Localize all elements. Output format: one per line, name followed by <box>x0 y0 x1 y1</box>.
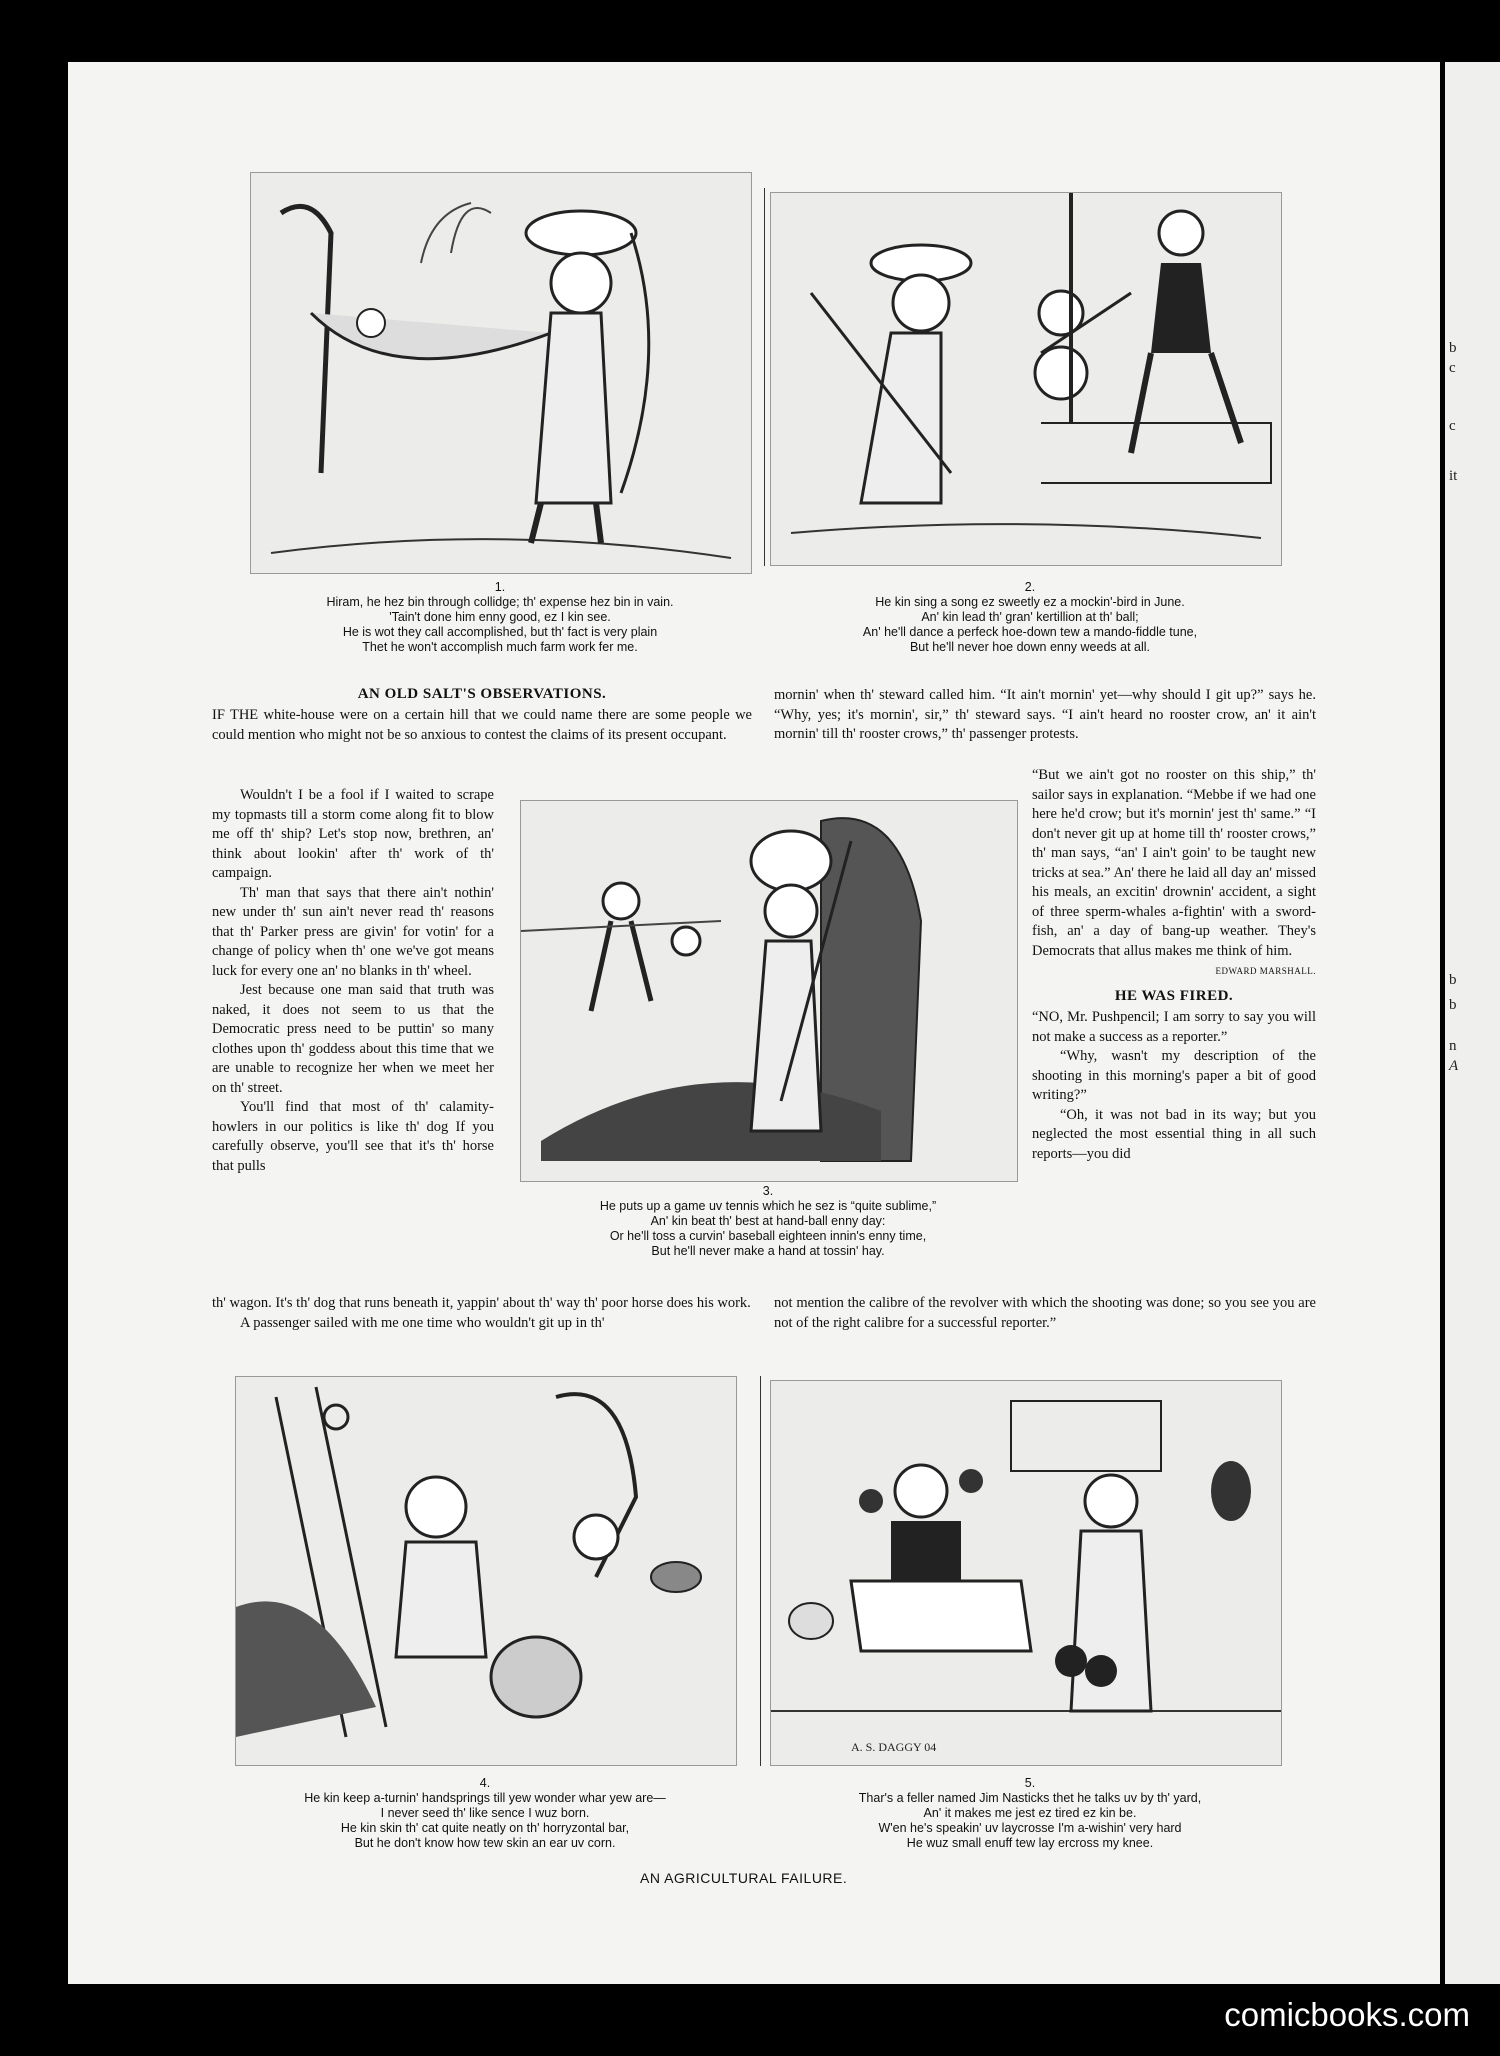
caption-2 <box>780 580 1280 655</box>
fragment: b <box>1449 997 1457 1013</box>
fired-column <box>1032 1008 1316 1164</box>
caption-line: He kin skin th' cat quite neatly on th' horryzontal bar, <box>340 1821 630 1835</box>
paragraph: “But we ain't got no rooster on this ship,” th' sailor says in explanation. “Mebbe if we had one here he'd crow; but it's mornin' jest th' same.” “I don't never git up at home till th' rooster crows,” th' man says, “an' I ain't goin' to be taught new tricks at sea.” An' there he laid all day an' missed his meals, an excitin' drownin' accident, a sight of three sperm-whales a-fightin' with a sword-fish, an' a day of bang-up weather. They's Democrats that allus makes me think of him. <box>1032 767 1316 959</box>
caption-line: Thet he won't accomplish much farm work fer me. <box>362 640 638 654</box>
dumbbell-gym-drawing <box>771 1381 1281 1765</box>
paragraph: “Why, wasn't my description of the shooting in this morning's paper a bit of good writing?” <box>1032 1048 1316 1103</box>
caption-line: I never seed th' like sence I wuz born. <box>380 1806 590 1820</box>
adjacent-page-strip <box>1445 62 1500 1984</box>
article-title-old-salt: AN OLD SALT'S OBSERVATIONS. <box>357 686 607 702</box>
caption-line: Hiram, he hez bin through collidge; th' expense hez bin in vain. <box>326 595 674 609</box>
fragment: c <box>1449 360 1456 376</box>
paragraph: not mention the calibre of the revolver with which the shooting was done; so you see you are not of the right calibre for a successful reporter.” <box>774 1295 1316 1331</box>
caption-5 <box>780 1776 1280 1851</box>
article-right-column <box>1032 766 1316 982</box>
caption-number: 5. <box>1024 1776 1036 1790</box>
fragment: c <box>1449 418 1456 434</box>
caption-line: An' he'll dance a perfeck hoe-down tew a mando-fiddle tune, <box>862 625 1198 639</box>
paragraph: Th' man that says that there ain't nothin' new under th' sun ain't never read th' reasons that th' Parker press are givin' for votin' for a change of policy when th' one we've got means luck for every one an' no blanks in th' wheel. <box>212 884 494 979</box>
caption-line: 'Tain't done him enny good, ez I kin see. <box>389 610 611 624</box>
fragment: it <box>1449 468 1458 484</box>
illustration-panel-2 <box>770 192 1282 566</box>
paragraph: “Oh, it was not bad in its way; but you neglected the most essential thing in all such reports—you did <box>1032 1106 1316 1162</box>
caption-line: He kin sing a song ez sweetly ez a mockin'-bird in June. <box>875 595 1185 609</box>
fragment: A <box>1449 1058 1459 1074</box>
caption-number: 1. <box>494 580 506 594</box>
banjo-singer-drawing <box>771 193 1281 565</box>
caption-number: 4. <box>479 1776 491 1790</box>
caption-line: But he don't know how tew skin an ear uv corn. <box>354 1836 616 1850</box>
intro-paragraph: IF THE white-house were on a certain hill that we could name there are some people we could mention who might not be so anxious to contest the claims of its present occupant. <box>212 707 752 743</box>
article-left-bottom <box>212 1294 752 1333</box>
caption-3 <box>520 1184 1016 1259</box>
paragraph: “NO, Mr. Pushpencil; I am sorry to say you will not make a success as a reporter.” <box>1032 1009 1316 1045</box>
caption-number: 3. <box>762 1184 774 1198</box>
caption-line: He kin keep a-turnin' handsprings till yew wonder whar yew are— <box>304 1791 666 1805</box>
caption-line: Thar's a feller named Jim Nasticks thet he talks uv by th' yard, <box>858 1791 1202 1805</box>
paragraph: A passenger sailed with me one time who wouldn't git up in th' <box>240 1314 605 1331</box>
fragment: n <box>1449 1038 1457 1054</box>
paragraph: You'll find that most of th' calamity-howlers in our politics is like th' dog If you carefully observe, you'll see that it's th' horse that pulls <box>212 1099 494 1174</box>
caption-4 <box>235 1776 735 1851</box>
caption-line: An' kin lead th' gran' kertillion at th' ball; <box>921 610 1139 624</box>
article-right-top <box>774 686 1316 745</box>
panel-divider <box>764 188 765 566</box>
caption-line: But he'll never make a hand at tossin' hay. <box>651 1244 885 1258</box>
caption-1 <box>250 580 750 655</box>
paragraph: th' wagon. It's th' dog that runs beneath it, yappin' about th' way th' poor horse does his work. <box>212 1295 751 1311</box>
caption-line: An' kin beat th' best at hand-ball enny day: <box>650 1214 886 1228</box>
caption-line: But he'll never hoe down enny weeds at all. <box>909 640 1151 654</box>
illustration-panel-1 <box>250 172 752 574</box>
author-signature: EDWARD MARSHALL. <box>1215 966 1316 976</box>
paragraph: mornin' when th' steward called him. “It ain't mornin' yet—why should I git up?” says he. “Why, yes; it's mornin', sir,” th' steward says. “I ain't heard no rooster crow, an' it ain't mornin' till th' rooster crows,” th' passenger protests. <box>774 687 1316 742</box>
caption-line: An' it makes me jest ez tired ez kin be. <box>923 1806 1137 1820</box>
caption-number: 2. <box>1024 580 1036 594</box>
fragment: b <box>1449 340 1457 356</box>
article-title-fired: HE WAS FIRED. <box>1114 988 1234 1004</box>
illustration-panel-5 <box>770 1380 1282 1766</box>
handspring-corn-drawing <box>236 1377 736 1765</box>
article-left-column <box>212 786 494 1176</box>
panel-divider <box>760 1376 761 1766</box>
caption-line: Or he'll toss a curvin' baseball eighteen innin's enny time, <box>609 1229 927 1243</box>
caption-line: He wuz small enuff tew lay ercross my knee. <box>906 1836 1154 1850</box>
paragraph: Jest because one man said that truth was naked, it does not seem to us that the Democratic press need to be puttin' so many clothes upon th' goddess about this time that we are unable to recognize her when we meet her on th' street. <box>212 982 494 1096</box>
illustration-panel-3 <box>520 800 1018 1182</box>
hammock-farmer-drawing <box>251 173 751 573</box>
feature-title: AN AGRICULTURAL FAILURE. <box>640 1870 848 1886</box>
caption-line: He is wot they call accomplished, but th' fact is very plain <box>342 625 658 639</box>
fragment: b <box>1449 972 1457 988</box>
artist-signature: A. S. DAGGY 04 <box>851 1740 937 1754</box>
watermark: comicbooks.com <box>1224 1996 1470 2033</box>
illustration-panel-4 <box>235 1376 737 1766</box>
tennis-haystack-drawing <box>521 801 1017 1181</box>
article-intro <box>212 706 752 745</box>
paragraph: Wouldn't I be a fool if I waited to scrape my topmasts till a storm come along fit to blow me off th' ship? Let's stop now, brethren, an' think about lookin' after th' work of th' campaign. <box>212 787 494 881</box>
fired-continued <box>774 1294 1316 1333</box>
caption-line: W'en he's speakin' uv laycrosse I'm a-wishin' very hard <box>878 1821 1182 1835</box>
caption-line: He puts up a game uv tennis which he sez is “quite sublime,” <box>599 1199 937 1213</box>
